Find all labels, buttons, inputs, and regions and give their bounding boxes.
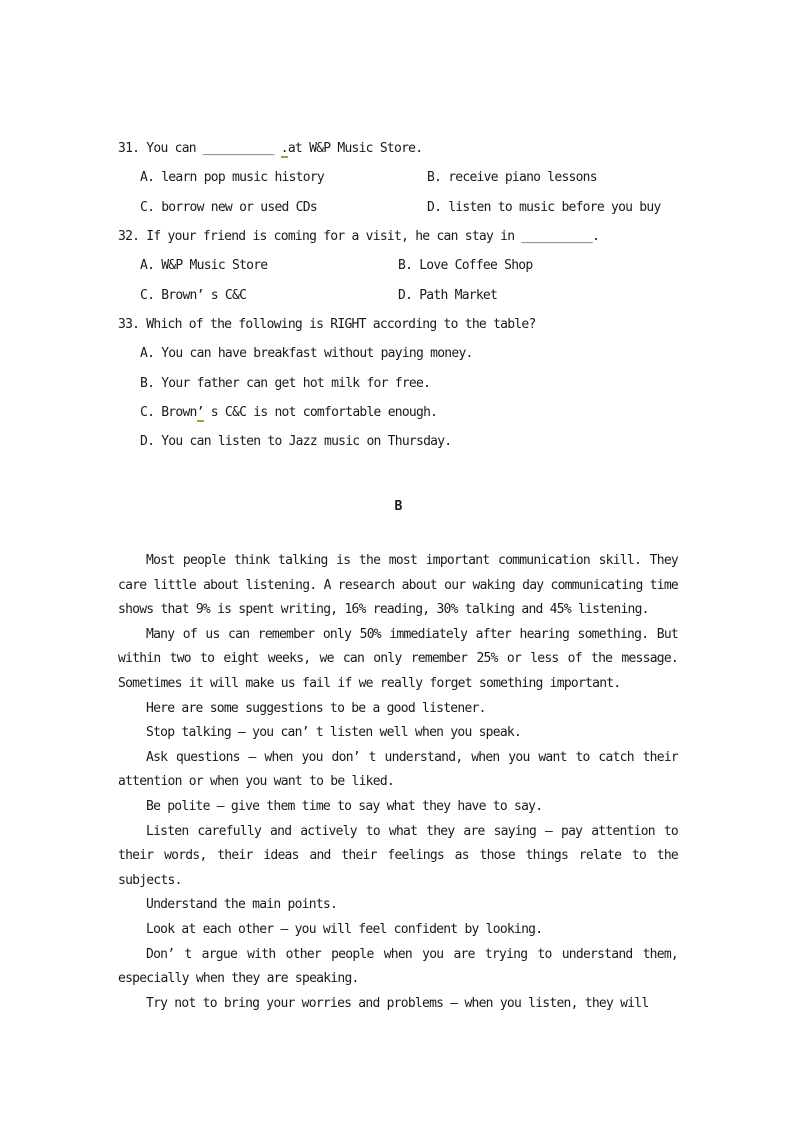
passage-paragraph: Most people think talking is the most important communication skill. They care little about listening. A research about our waking day communicating time shows that 9% is spent writing, 16% reading, 30% talking and 45% listening.: [118, 553, 678, 618]
q32-option-a: A. W&P Music Store: [140, 258, 268, 274]
q33-option-c-suffix: s C&C is not comfortable enough.: [203, 405, 438, 421]
question-32-options-row-2: [118, 281, 718, 310]
section-b: [118, 497, 678, 1016]
question-32-options-row-1: [118, 251, 718, 280]
question-33-option-c: [118, 398, 718, 427]
question-31-options-row-2: [118, 193, 718, 222]
question-33-option-d: D. You can listen to Jazz music on Thursday.: [140, 434, 452, 450]
q31-option-b: B. receive piano lessons: [427, 170, 597, 186]
questions-section: [118, 134, 718, 457]
question-32-stem: 32. If your friend is coming for a visit, he can stay in __________.: [118, 229, 600, 245]
question-33-option-b: B. Your father can get hot milk for free.: [140, 375, 431, 391]
question-31-options-row-1: [118, 163, 718, 192]
passage-paragraph: Try not to bring your worries and problems — when you listen, they will: [146, 995, 649, 1011]
passage-paragraph: Don’ t argue with other people when you are trying to understand them, especially when they are speaking.: [118, 946, 678, 987]
q32-option-d: D. Path Market: [398, 287, 498, 303]
q31-stem-prefix: 31. You can __________: [118, 141, 281, 156]
section-b-heading: B: [394, 499, 402, 514]
question-31-stem: [118, 134, 718, 163]
passage-paragraph: Be polite — give them time to say what they have to say.: [146, 798, 543, 814]
q31-stem-suffix: at W&P Music Store.: [287, 141, 423, 156]
q31-option-d: D. listen to music before you buy: [427, 199, 661, 215]
q32-option-c: C. Brown’ s C&C: [140, 287, 247, 303]
passage-paragraph: Listen carefully and actively to what they are saying — pay attention to their words, their ideas and their feelings as those things relate to the subjects.: [118, 823, 678, 888]
passage-paragraph: Understand the main points.: [146, 897, 338, 913]
question-33-stem: 33. Which of the following is RIGHT according to the table?: [118, 317, 536, 333]
passage-paragraph: Here are some suggestions to be a good listener.: [146, 700, 486, 716]
q31-option-a: A. learn pop music history: [140, 170, 324, 186]
q33-proof-mark: ’: [196, 405, 204, 421]
passage-paragraph: Many of us can remember only 50% immediately after hearing something. But within two to eight weeks, we can only remember 25% or less of the message. Sometimes it will make us fail if we really forget something important.: [118, 626, 678, 691]
passage-paragraph: Look at each other — you will feel confident by looking.: [146, 921, 543, 937]
q33-option-c-prefix: C. Brown: [140, 405, 197, 421]
question-33-option-a: A. You can have breakfast without paying money.: [140, 346, 473, 362]
passage-paragraph: Stop talking — you can’ t listen well when you speak.: [146, 725, 522, 741]
passage-paragraph: Ask questions — when you don’ t understand, when you want to catch their attention or when you want to be liked.: [118, 749, 678, 790]
q31-option-c: C. borrow new or used CDs: [140, 199, 317, 215]
q31-proof-mark: .: [280, 141, 288, 156]
q32-option-b: B. Love Coffee Shop: [398, 258, 533, 274]
